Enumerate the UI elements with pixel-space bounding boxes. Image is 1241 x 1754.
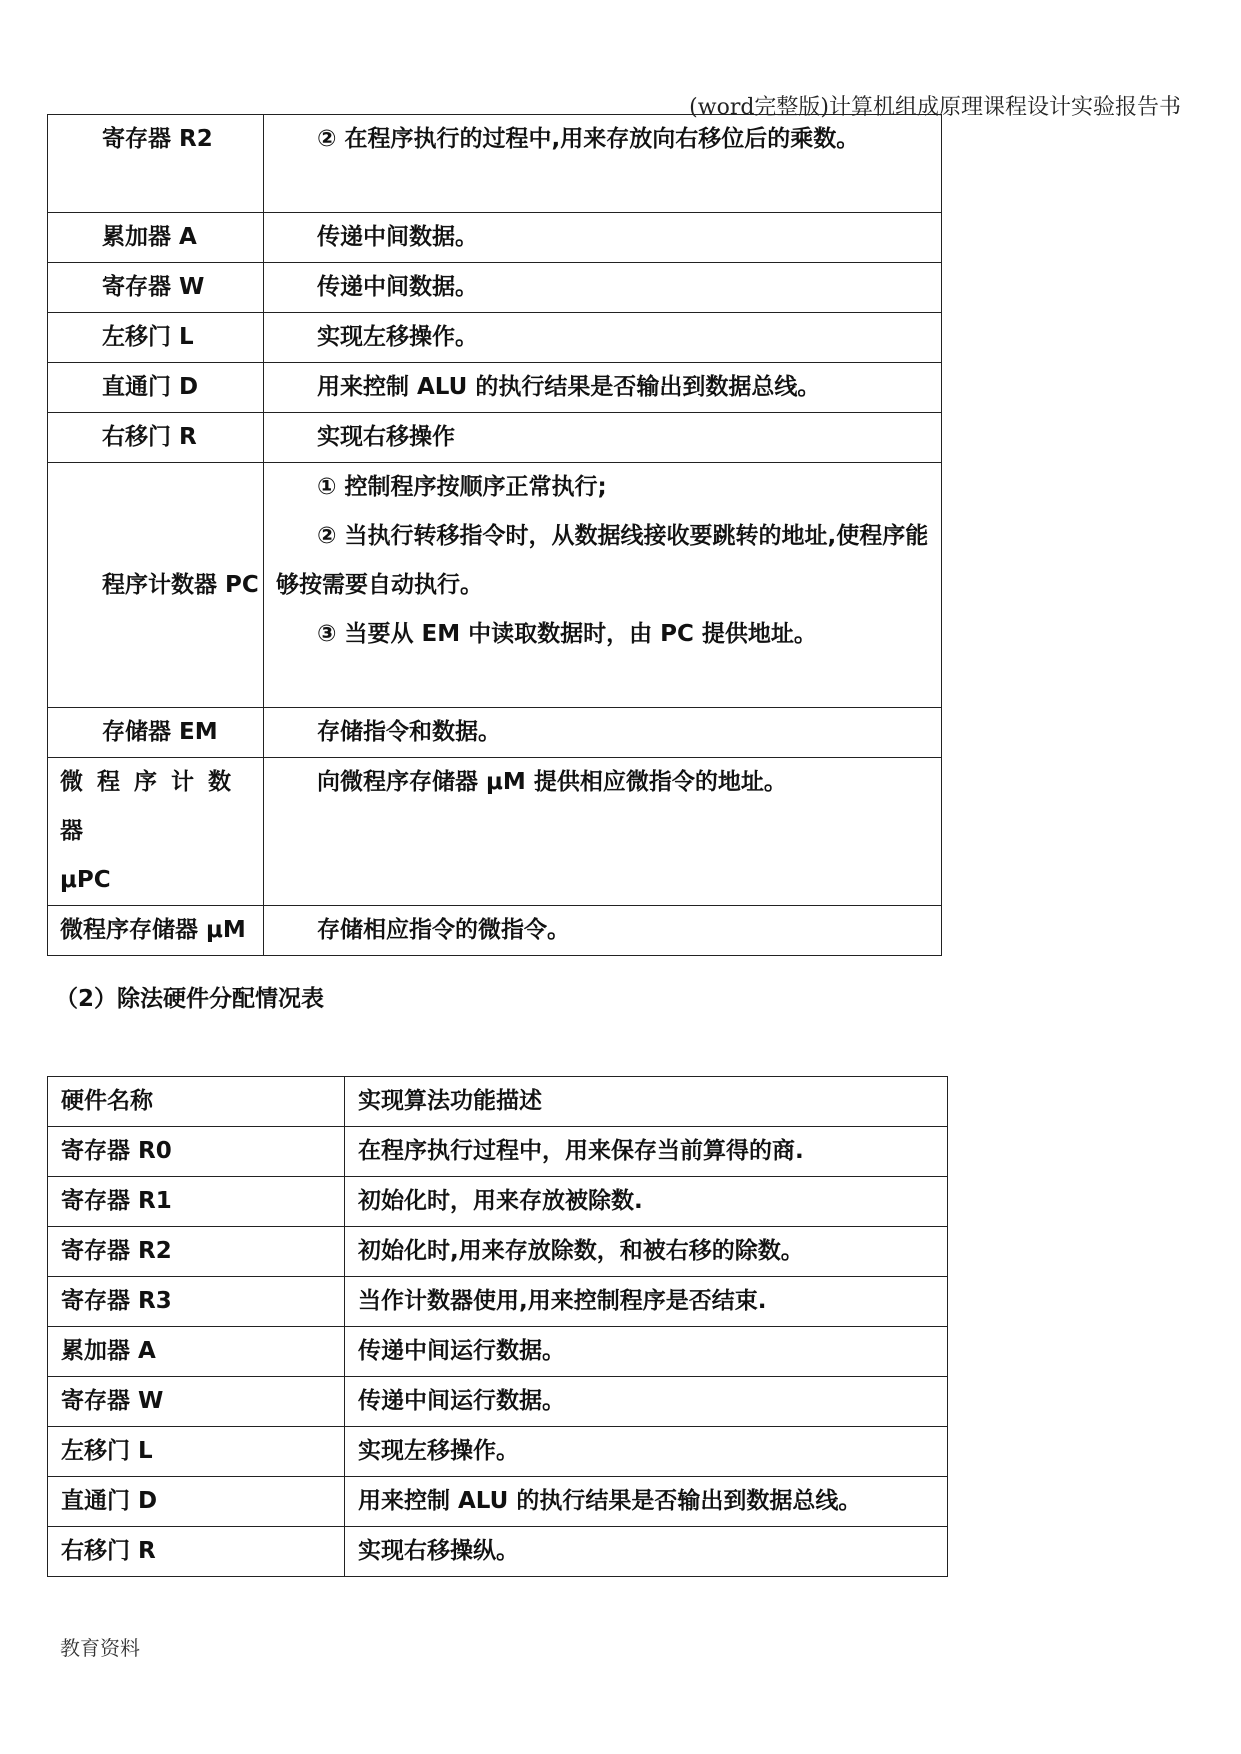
table-row [48,1377,948,1427]
hardware-name: 直通门 D [48,363,264,413]
table-row [48,1277,948,1327]
multiplication-hardware-table [47,114,942,956]
page-footer: 教育资料 [60,1636,140,1660]
column-header-desc: 实现算法功能描述 [345,1077,948,1127]
desc-line: ③ 当要从 EM 中读取数据时，由 PC 提供地址。 [317,621,817,647]
hardware-desc: 当作计数器使用,用来控制程序是否结束. [345,1277,948,1327]
hardware-desc: ② 在程序执行的过程中,用来存放向右移位后的乘数。 [264,115,942,213]
column-header-name: 硬件名称 [48,1077,345,1127]
hardware-desc: 用来控制 ALU 的执行结果是否输出到数据总线。 [345,1477,948,1527]
hardware-name: 直通门 D [48,1477,345,1527]
hardware-name: 程序计数器 PC [48,463,264,708]
table-row [48,363,942,413]
table-row [48,213,942,263]
hardware-desc: 向微程序存储器 μM 提供相应微指令的地址。 [264,758,942,906]
table-row [48,263,942,313]
hardware-desc: 存储相应指令的微指令。 [264,906,942,956]
desc-line: ① 控制程序按顺序正常执行; [317,474,607,500]
hardware-desc: 实现左移操作。 [345,1427,948,1477]
table-row [48,1177,948,1227]
table-row [48,1427,948,1477]
hardware-desc: 用来控制 ALU 的执行结果是否输出到数据总线。 [264,363,942,413]
hardware-name: 寄存器 R2 [48,115,264,213]
hardware-desc: 传递中间数据。 [264,213,942,263]
hardware-desc [264,463,942,708]
hardware-desc: 传递中间运行数据。 [345,1377,948,1427]
name-line: 微程序计数器 [60,769,245,844]
hardware-name: 存储器 EM [48,708,264,758]
section-title: （2）除法硬件分配情况表 [55,986,325,1012]
hardware-name: 右移门 R [48,1527,345,1577]
table-header-row [48,1077,948,1127]
hardware-name: 寄存器 R0 [48,1127,345,1177]
hardware-desc: 传递中间运行数据。 [345,1327,948,1377]
table-row [48,413,942,463]
table-row [48,1127,948,1177]
table-row [48,313,942,363]
table-row [48,1527,948,1577]
hardware-name: 左移门 L [48,1427,345,1477]
hardware-name [48,758,264,906]
hardware-name: 寄存器 R1 [48,1177,345,1227]
table-row [48,463,942,708]
hardware-desc: 实现右移操作 [264,413,942,463]
hardware-name: 累加器 A [48,1327,345,1377]
table-row [48,1327,948,1377]
table-row [48,1227,948,1277]
hardware-desc: 实现右移操纵。 [345,1527,948,1577]
page-header: (word完整版)计算机组成原理课程设计实验报告书 [689,95,1181,120]
hardware-name: 右移门 R [48,413,264,463]
hardware-desc: 初始化时，用来存放被除数. [345,1177,948,1227]
hardware-desc: 存储指令和数据。 [264,708,942,758]
hardware-desc: 实现左移操作。 [264,313,942,363]
hardware-name: 左移门 L [48,313,264,363]
hardware-name: 寄存器 W [48,1377,345,1427]
hardware-name: 寄存器 W [48,263,264,313]
hardware-name: 寄存器 R3 [48,1277,345,1327]
name-line: μPC [60,867,111,893]
hardware-desc: 在程序执行过程中，用来保存当前算得的商. [345,1127,948,1177]
desc-line: ② 当执行转移指令时，从数据线接收要跳转的地址,使程序能够按需要自动执行。 [276,523,929,598]
hardware-name: 寄存器 R2 [48,1227,345,1277]
table-row [48,708,942,758]
table-row [48,1477,948,1527]
hardware-desc: 传递中间数据。 [264,263,942,313]
hardware-name: 微程序存储器 μM [48,906,264,956]
division-hardware-table [47,1076,948,1577]
hardware-desc: 初始化时,用来存放除数，和被右移的除数。 [345,1227,948,1277]
table-row [48,115,942,213]
table-row [48,758,942,906]
hardware-name: 累加器 A [48,213,264,263]
table-row [48,906,942,956]
